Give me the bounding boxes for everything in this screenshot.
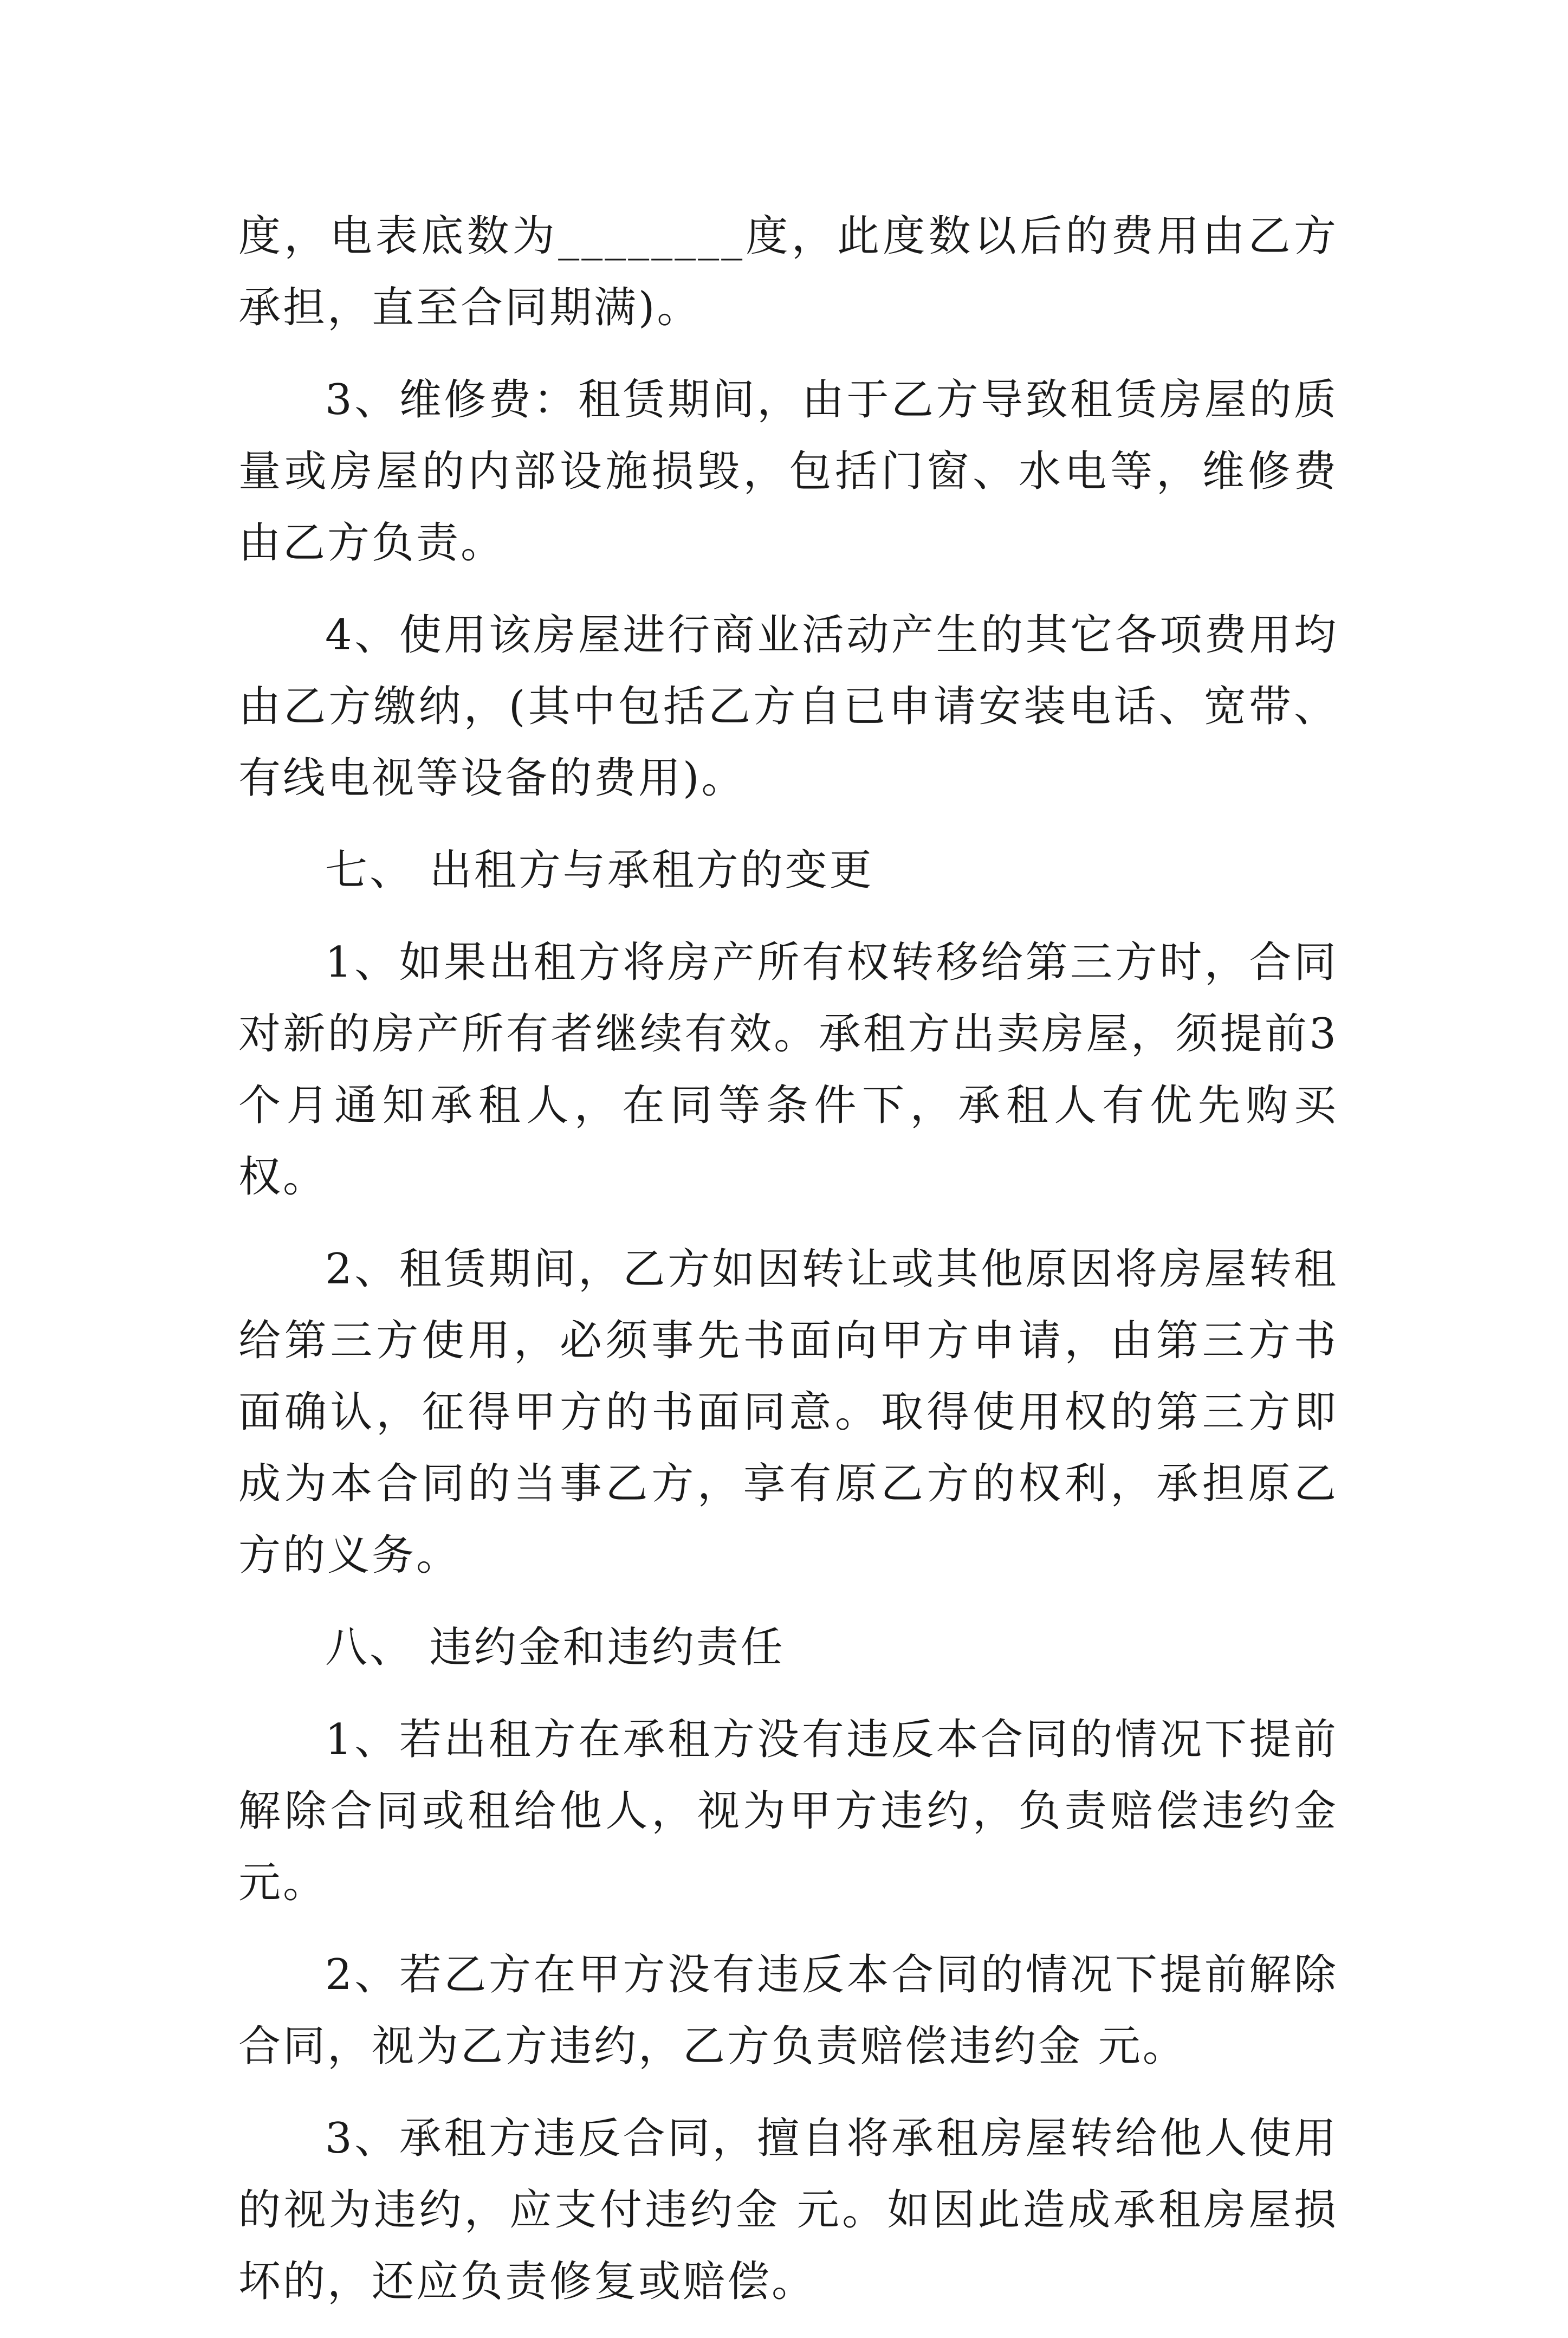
paragraph-lessor-breach: 1、若出租方在承租方没有违反本合同的情况下提前解除合同或租给他人，视为甲方违约，负责赔偿违约金 元。 xyxy=(238,1715,1338,1907)
paragraph-unauthorized-transfer: 3、承租方违反合同，擅自将承租房屋转给他人使用的视为违约，应支付违约金 元。如因此造成承租房屋损坏的，还应负责修复或赔偿。 xyxy=(238,2114,1338,2306)
section-heading-change-of-parties: 七、 出租方与承租方的变更 xyxy=(325,846,874,895)
paragraph-ownership-transfer: 1、如果出租方将房产所有权转移给第三方时，合同对新的房产所有者继续有效。承租方出卖房屋，须提前3个月通知承租人，在同等条件下，承租人有优先购买权。 xyxy=(238,938,1338,1202)
paragraph-lessee-breach: 2、若乙方在甲方没有违反本合同的情况下提前解除合同，视为乙方违约，乙方负责赔偿违约金 元。 xyxy=(238,1951,1338,2071)
paragraph-electric-meter: 度，电表底数为________度，此度数以后的费用由乙方承担，直至合同期满)。 xyxy=(238,212,1338,332)
paragraph-sublease: 2、租赁期间，乙方如因转让或其他原因将房屋转租给第三方使用，必须事先书面向甲方申请，由第三方书面确认，征得甲方的书面同意。取得使用权的第三方即成为本合同的当事乙方，享有原乙方的权利，承担原乙方的义务。 xyxy=(238,1245,1338,1580)
paragraph-maintenance-fee: 3、维修费：租赁期间，由于乙方导致租赁房屋的质量或房屋的内部设施损毁，包括门窗、水电等，维修费由乙方负责。 xyxy=(238,376,1338,567)
section-heading-breach-liability: 八、 违约金和违约责任 xyxy=(325,1623,785,1672)
document-body xyxy=(238,201,1338,2338)
paragraph-business-expenses: 4、使用该房屋进行商业活动产生的其它各项费用均由乙方缴纳，(其中包括乙方自已申请安装电话、宽带、有线电视等设备的费用)。 xyxy=(238,611,1338,803)
